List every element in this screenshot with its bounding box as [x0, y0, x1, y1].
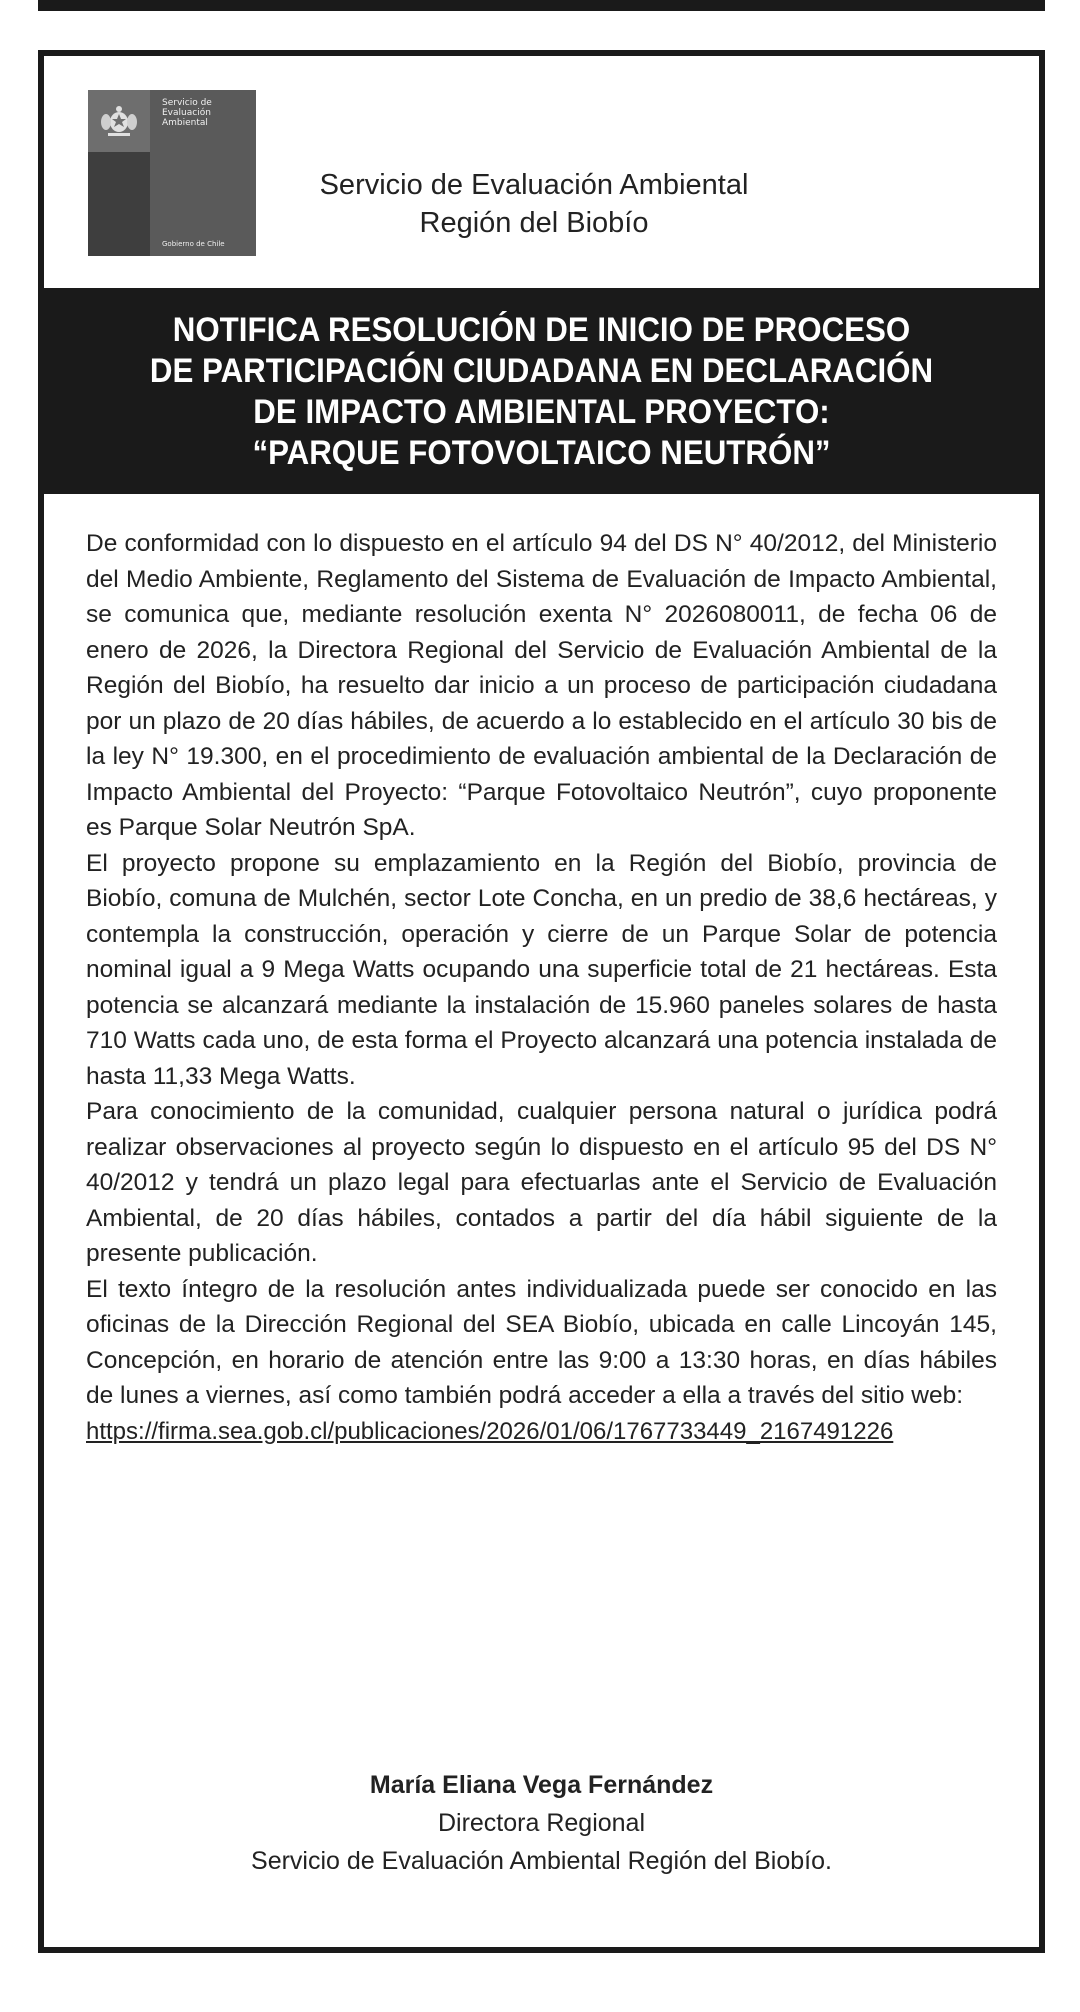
paragraph-access: El texto íntegro de la resolución antes individualizada puede ser conocido en las oficinas de la Dirección Regional del SEA Biobío, ubicada en calle Lincoyán 145, Concepción, en horario de atención entre las 9:00 a 13:30 horas, en días hábiles de lunes a viernes, así como también podrá acceder a ella a través del sitio web: [86, 1275, 997, 1409]
logo-text [162, 98, 212, 128]
signature-block [44, 1766, 1039, 1880]
notice-title [84, 288, 999, 474]
org-line-2: Región del Biobío [419, 207, 649, 239]
org-line-1: Servicio de Evaluación Ambiental [319, 169, 749, 201]
title-line-1: NOTIFICA RESOLUCIÓN DE INICIO DE PROCESO [172, 311, 911, 349]
logo-bottom-text: Gobierno de Chile [162, 240, 225, 248]
organization-name [304, 166, 764, 242]
paragraph-resolution: De conformidad con lo dispuesto en el artículo 94 del DS N° 40/2012, del Ministerio del Medio Ambiente, Reglamento del Sistema de Evaluación de Impacto Ambiental, se comunica que, mediante resolución exenta N° 2026080011, de fecha 06 de enero de 2026, la Directora Regional del Servicio de Evaluación Ambiental de la Región del Biobío, ha resuelto dar inicio a un proceso de participación ciudadana por un plazo de 20 días hábiles, de acuerdo a lo establecido en el artículo 30 bis de la ley N° 19.300, en el procedimiento de evaluación ambiental de la Declaración de Impacto Ambiental del Proyecto: “Parque Fotovoltaico Neutrón”, cuyo proponente es Parque Solar Neutrón SpA. [86, 530, 997, 841]
top-rule [38, 0, 1045, 11]
publication-link[interactable]: https://firma.sea.gob.cl/publicaciones/2026/01/06/1767733449_2167491226 [86, 1417, 894, 1445]
sea-logo [88, 90, 256, 256]
logo-text-line: Ambiental [162, 118, 208, 128]
signatory-organization: Servicio de Evaluación Ambiental Región del Biobío. [251, 1847, 832, 1875]
notice-header [44, 56, 1039, 288]
paragraph-observations: Para conocimiento de la comunidad, cualquier persona natural o jurídica podrá realizar observaciones al proyecto según lo dispuesto en el artículo 95 del DS N° 40/2012 y tendrá un plazo legal para efectuarlas ante el Servicio de Evaluación Ambiental, de 20 días hábiles, contados a partir del día hábil siguiente de la presente publicación. [86, 1098, 997, 1267]
notice-body [86, 526, 997, 1449]
signatory-name: María Eliana Vega Fernández [369, 1771, 714, 1799]
signatory-role: Directora Regional [437, 1809, 646, 1837]
logo-lower-block [88, 152, 150, 256]
logo-text-line: Servicio de [162, 98, 212, 108]
notice-frame [38, 50, 1045, 1953]
title-line-2: DE PARTICIPACIÓN CIUDADANA EN DECLARACIÓN [149, 352, 934, 390]
logo-text-line: Evaluación [162, 108, 211, 118]
title-line-3: DE IMPACTO AMBIENTAL PROYECTO: [253, 393, 830, 431]
notice-title-banner [44, 288, 1039, 494]
paragraph-project: El proyecto propone su emplazamiento en la Región del Biobío, provincia de Biobío, comuna de Mulchén, sector Lote Concha, en un predio de 38,6 hectáreas, y contempla la construcción, operación y cierre de un Parque Solar de potencia nominal igual a 9 Mega Watts ocupando una superficie total de 21 hectáreas. Esta potencia se alcanzará mediante la instalación de 15.960 paneles solares de hasta 710 Watts cada uno, de esta forma el Proyecto alcanzará una potencia instalada de hasta 11,33 Mega Watts. [86, 849, 997, 1090]
coat-of-arms-icon [98, 104, 140, 138]
title-line-4: “PARQUE FOTOVOLTAICO NEUTRÓN” [252, 434, 831, 472]
